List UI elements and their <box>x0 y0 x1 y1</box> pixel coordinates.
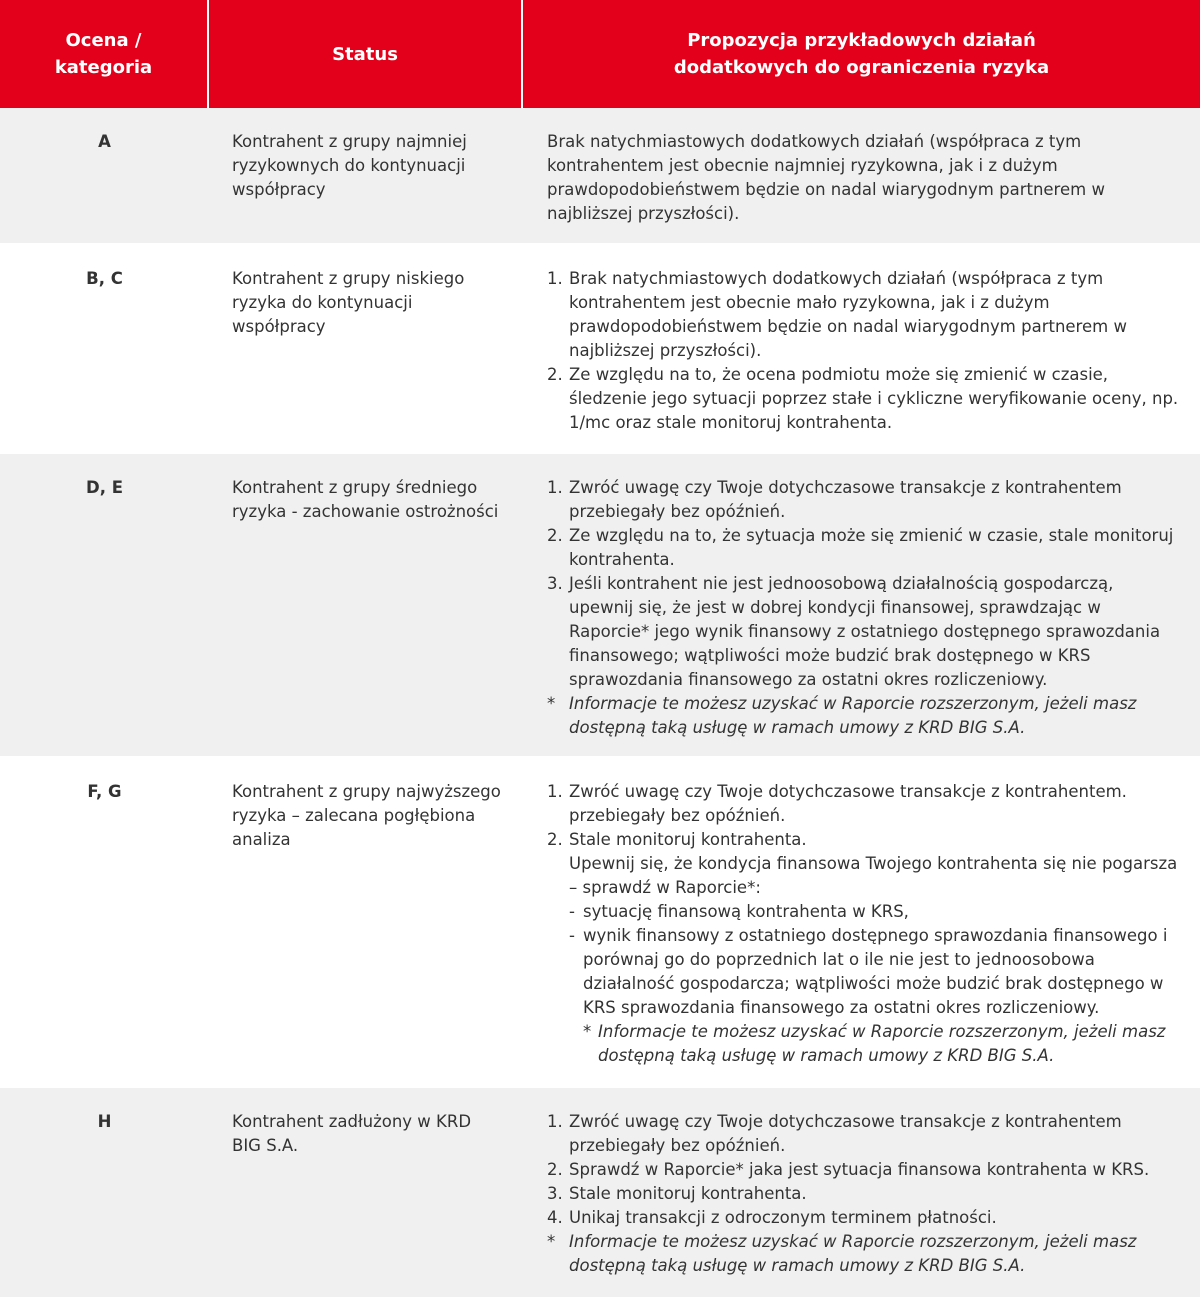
list-item <box>547 572 1180 692</box>
item-text: Zwróć uwagę czy Twoje dotychczasowe transakcje z kontrahentem przebiegały bez opóźnień. <box>569 1112 1122 1155</box>
item-text: Stale monitoruj kontrahenta. <box>569 1184 807 1203</box>
table-header <box>0 0 1200 108</box>
list-item <box>547 1158 1180 1182</box>
item-text: Ze względu na to, że ocena podmiotu może się zmienić w czasie, śledzenie jego sytuacji poprzez stałe i cykliczne weryfikowanie oceny, np. 1/mc oraz stale monitoruj kontrahenta. <box>569 365 1179 432</box>
item-number: 1. <box>547 269 563 288</box>
status: Kontrahent z grupy niskiego ryzyka do kontynuacji współpracy <box>232 269 465 336</box>
list-item <box>547 780 1180 828</box>
sub-item-text: sytuację finansową kontrahenta w KRS, <box>583 902 909 921</box>
actions <box>525 454 1200 756</box>
header-grade-line2: kategoria <box>54 57 153 78</box>
table-row <box>0 108 1200 245</box>
item-body <box>569 828 1180 1068</box>
actions <box>525 108 1200 243</box>
item-text: Jeśli kontrahent nie jest jednoosobową działalnością gospodarczą, upewnij się, że jest w dobrej kondycji finansowej, sprawdzając w Raporcie* jego wynik finansowy z ostatniego dostępnego sprawozdania finansowego; wątpliwości może budzić brak dostępnego w KRS sprawozdania finansowego za ostatni okres rozliczeniowy. <box>569 574 1161 689</box>
status: Kontrahent z grupy najmniej ryzykownych do kontynuacji współpracy <box>232 132 467 199</box>
item-text: Unikaj transakcji z odroczonym terminem płatności. <box>569 1208 997 1227</box>
list-item <box>547 524 1180 572</box>
item-number: 4. <box>547 1208 563 1227</box>
footnote-text: Informacje te możesz uzyskać w Raporcie rozszerzonym, jeżeli masz dostępną taką usługę w ramach umowy z KRD BIG S.A. <box>569 694 1137 737</box>
status: Kontrahent z grupy średniego ryzyka - zachowanie ostrożności <box>232 478 499 521</box>
list-item <box>547 828 1180 1068</box>
actions <box>525 1088 1200 1297</box>
sub-list-item <box>569 924 1180 1020</box>
footnote <box>547 692 1180 740</box>
footnote <box>547 1230 1180 1278</box>
dash-mark: - <box>569 926 575 945</box>
list-item <box>547 1110 1180 1158</box>
status: Kontrahent zadłużony w KRD BIG S.A. <box>232 1112 472 1155</box>
item-extra-text: Upewnij się, że kondycja finansowa Twojego kontrahenta się nie pogarsza – sprawdź w Raporcie*: <box>569 854 1178 897</box>
list-item <box>547 363 1180 435</box>
table-row <box>0 454 1200 758</box>
sub-item-text: wynik finansowy z ostatniego dostępnego sprawozdania finansowego i porównaj go do poprzednich lat o ile nie jest to jednoosobowa działalność gospodarcza; wątpliwości może budzić brak dostępnego w KRS sprawozdania finansowego za ostatni okres rozliczeniowy. <box>583 926 1168 1017</box>
list-item <box>547 267 1180 363</box>
footnote-mark: * <box>547 694 556 713</box>
header-grade-line1: Ocena / <box>65 30 142 51</box>
grade: A <box>98 132 111 151</box>
item-number: 1. <box>547 478 563 497</box>
header-actions-line1: Propozycja przykładowych działań <box>687 30 1036 51</box>
list-item <box>547 1206 1180 1230</box>
item-number: 1. <box>547 1112 563 1131</box>
header-grade <box>0 0 209 108</box>
item-number: 3. <box>547 1184 563 1203</box>
table-row <box>0 245 1200 454</box>
dash-mark: - <box>569 902 575 921</box>
table-row <box>0 758 1200 1088</box>
table-row <box>0 1088 1200 1297</box>
footnote <box>569 1020 1180 1068</box>
sub-list-item <box>569 900 1180 924</box>
item-number: 2. <box>547 526 563 545</box>
item-number: 2. <box>547 1160 563 1179</box>
item-text: Ze względu na to, że sytuacja może się zmienić w czasie, stale monitoruj kontrahenta. <box>569 526 1174 569</box>
item-number: 2. <box>547 830 563 849</box>
item-text: Sprawdź w Raporcie* jaka jest sytuacja finansowa kontrahenta w KRS. <box>569 1160 1150 1179</box>
header-actions <box>523 0 1200 108</box>
item-text: Brak natychmiastowych dodatkowych działań (współpraca z tym kontrahentem jest obecnie mało ryzykowna, jak i z dużym prawdopodobieństwem będzie on nadal wiarygodnym partnerem w najbliższej przyszłości). <box>569 269 1127 360</box>
list-item <box>547 476 1180 524</box>
list-item <box>547 1182 1180 1206</box>
item-number: 1. <box>547 782 563 801</box>
footnote-text: Informacje te możesz uzyskać w Raporcie rozszerzonym, jeżeli masz dostępną taką usługę w ramach umowy z KRD BIG S.A. <box>598 1022 1166 1065</box>
grade: D, E <box>86 478 123 497</box>
status: Kontrahent z grupy najwyższego ryzyka – zalecana pogłębiona analiza <box>232 782 501 849</box>
grade: F, G <box>87 782 122 801</box>
item-text: Zwróć uwagę czy Twoje dotychczasowe transakcje z kontrahentem. przebiegały bez opóźnień. <box>569 782 1127 825</box>
header-actions-line2: dodatkowych do ograniczenia ryzyka <box>673 57 1050 78</box>
grade: B, C <box>86 269 123 288</box>
item-text: Zwróć uwagę czy Twoje dotychczasowe transakcje z kontrahentem przebiegały bez opóźnień. <box>569 478 1122 521</box>
actions <box>525 245 1200 452</box>
item-number: 2. <box>547 365 563 384</box>
footnote-text: Informacje te możesz uzyskać w Raporcie rozszerzonym, jeżeli masz dostępną taką usługę w ramach umowy z KRD BIG S.A. <box>569 1232 1137 1275</box>
action-text: Brak natychmiastowych dodatkowych działań (współpraca z tym kontrahentem jest obecnie najmniej ryzykowna, jak i z dużym prawdopodobieństwem będzie on nadal wiarygodnym partnerem w najbliższej przyszłości). <box>547 132 1105 223</box>
item-text: Stale monitoruj kontrahenta. <box>569 830 807 849</box>
actions <box>525 758 1200 1086</box>
footnote-mark: * <box>547 1232 556 1251</box>
header-status: Status <box>209 0 523 108</box>
grade: H <box>97 1112 112 1131</box>
item-number: 3. <box>547 574 563 593</box>
footnote-mark: * <box>583 1022 592 1041</box>
